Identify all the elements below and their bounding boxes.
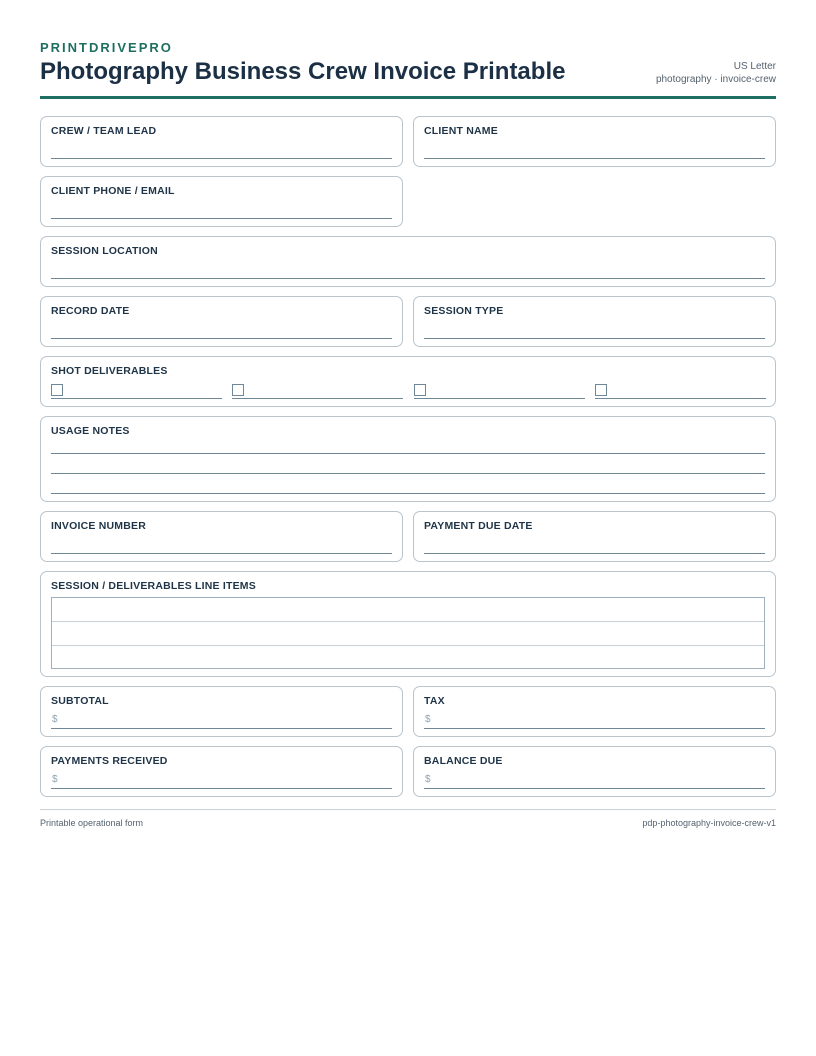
footer-form-id: pdp-photography-invoice-crew-v1: [642, 818, 776, 828]
deliverable-option-2[interactable]: [232, 383, 403, 399]
deliverable-option-1[interactable]: [51, 383, 222, 399]
deliverable-option-3[interactable]: [414, 383, 585, 399]
shot-deliverables-label: SHOT DELIVERABLES: [51, 365, 168, 377]
table-row[interactable]: [52, 646, 764, 670]
currency-symbol: $: [425, 774, 431, 785]
footer-left-text: Printable operational form: [40, 818, 144, 828]
usage-notes-label: USAGE NOTES: [51, 425, 130, 437]
currency-symbol: $: [425, 714, 431, 725]
payments-received-input[interactable]: [51, 788, 392, 789]
client-contact-label: CLIENT PHONE / EMAIL: [51, 185, 175, 197]
checkbox-icon[interactable]: [51, 384, 63, 396]
page-meta: [656, 60, 776, 86]
crew-lead-input[interactable]: [51, 158, 392, 159]
client-name-field: [413, 116, 776, 167]
subtotal-label: SUBTOTAL: [51, 695, 109, 707]
checkbox-icon[interactable]: [232, 384, 244, 396]
usage-notes-line-2[interactable]: [51, 473, 765, 474]
currency-symbol: $: [52, 774, 58, 785]
payment-due-date-input[interactable]: [424, 553, 765, 554]
checkbox-icon[interactable]: [414, 384, 426, 396]
subtotal-field: [40, 686, 403, 737]
payments-received-label: PAYMENTS RECEIVED: [51, 755, 168, 767]
crew-lead-field: [40, 116, 403, 167]
usage-notes-line-1[interactable]: [51, 453, 765, 454]
line-items-field: [40, 571, 776, 677]
client-name-label: CLIENT NAME: [424, 125, 498, 137]
brand-name: PRINTDRIVEPRO: [40, 40, 173, 55]
page-title: Photography Business Crew Invoice Printable: [40, 58, 566, 85]
record-date-field: [40, 296, 403, 347]
invoice-number-label: INVOICE NUMBER: [51, 520, 146, 532]
session-location-field: [40, 236, 776, 287]
tax-input[interactable]: [424, 728, 765, 729]
session-location-label: SESSION LOCATION: [51, 245, 158, 257]
record-date-input[interactable]: [51, 338, 392, 339]
paper-size: US Letter: [733, 61, 776, 72]
deliverable-option-4[interactable]: [595, 383, 766, 399]
line-items-table: [51, 597, 765, 669]
line-items-label: SESSION / DELIVERABLES LINE ITEMS: [51, 580, 256, 592]
table-row[interactable]: [52, 598, 764, 622]
tax-label: TAX: [424, 695, 445, 707]
session-location-input[interactable]: [51, 278, 765, 279]
balance-due-field: [413, 746, 776, 797]
client-contact-input[interactable]: [51, 218, 392, 219]
session-type-field: [413, 296, 776, 347]
tax-field: [413, 686, 776, 737]
usage-notes-field: [40, 416, 776, 502]
checkbox-icon[interactable]: [595, 384, 607, 396]
balance-due-label: BALANCE DUE: [424, 755, 503, 767]
payments-received-field: [40, 746, 403, 797]
subtotal-input[interactable]: [51, 728, 392, 729]
form-tags: photography · invoice-crew: [655, 74, 776, 85]
crew-lead-label: CREW / TEAM LEAD: [51, 125, 157, 137]
footer-rule: [40, 809, 776, 810]
session-type-input[interactable]: [424, 338, 765, 339]
invoice-number-input[interactable]: [51, 553, 392, 554]
header-rule: [40, 96, 776, 99]
payment-due-date-field: [413, 511, 776, 562]
usage-notes-line-3[interactable]: [51, 493, 765, 494]
payment-due-date-label: PAYMENT DUE DATE: [424, 520, 533, 532]
record-date-label: RECORD DATE: [51, 305, 130, 317]
balance-due-input[interactable]: [424, 788, 765, 789]
client-contact-field: [40, 176, 403, 227]
shot-deliverables-field: [40, 356, 776, 407]
invoice-number-field: [40, 511, 403, 562]
session-type-label: SESSION TYPE: [424, 305, 504, 317]
table-row[interactable]: [52, 622, 764, 646]
currency-symbol: $: [52, 714, 58, 725]
client-name-input[interactable]: [424, 158, 765, 159]
